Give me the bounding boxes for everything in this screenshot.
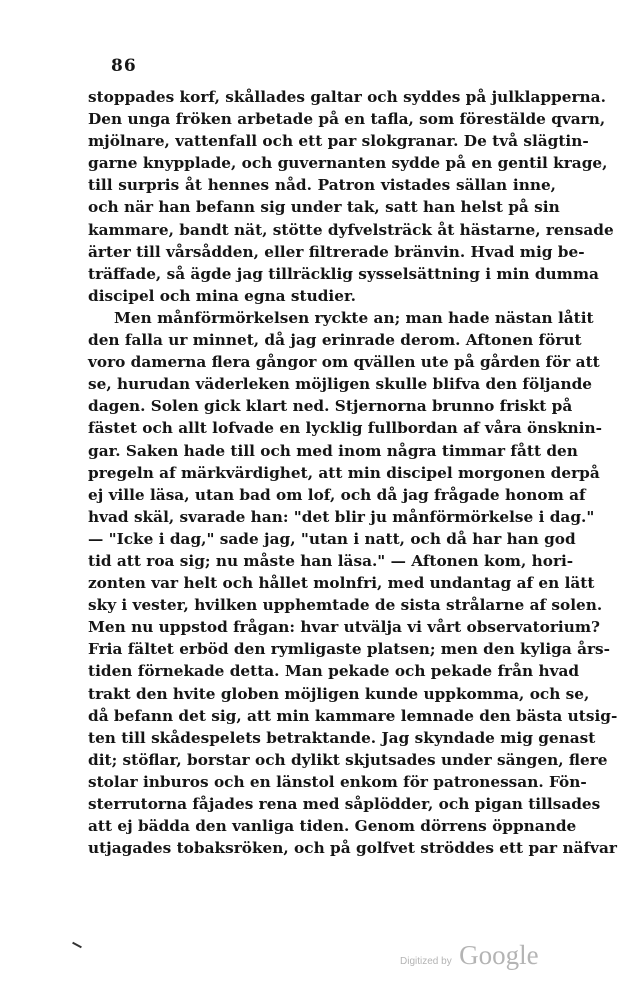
text-line: pregeln af märkvärdighet, att min discipel morgonen derpå (88, 463, 600, 482)
text-line: ej ville läsa, utan bad om lof, och då jag frågade honom af (88, 485, 586, 504)
text-line: ten till skådespelets betraktande. Jag skyndade mig genast (88, 728, 596, 747)
text-line: då befann det sig, att min kammare lemnade den bästa utsig- (88, 706, 618, 725)
text-line: trakt den hvite globen möjligen kunde uppkomma, och se, (88, 684, 590, 703)
text-line: ärter till vårsådden, eller filtrerade bränvin. Hvad mig be- (88, 242, 585, 261)
text-line: dit; stöflar, borstar och dylikt skjutsades under sängen, flere (88, 750, 608, 769)
text-line: den falla ur minnet, då jag erinrade derom. Aftonen förut (88, 331, 582, 350)
text-line: Fria fältet erböd den rymligaste platsen; men den kyliga års- (88, 640, 611, 659)
text-line: utjagades tobaksröken, och på golfvet ströddes ett par näfvar (88, 839, 617, 858)
paragraph-start-line: Men månförmörkelsen ryckte an; man hade nästan låtit (114, 308, 594, 327)
text-line: träffade, så ägde jag tillräcklig sysselsättning i min dumma (88, 264, 599, 283)
text-line: stolar inburos och en länstol enkom för patronessan. Fön- (88, 772, 587, 791)
text-line: se, hurudan väderleken möjligen skulle blifva den följande (88, 375, 593, 394)
body-text (88, 86, 618, 859)
google-logo: Google (459, 940, 539, 970)
text-line: tiden förnekade detta. Man pekade och pekade från hvad (88, 662, 580, 681)
text-line: voro damerna flera gångor om qvällen ute på gården för att (88, 353, 600, 372)
text-line: fästet och allt lofvade en lycklig fullbordan af våra önsknin- (88, 419, 602, 438)
text-line: dagen. Solen gick klart ned. Stjernorna brunno friskt på (88, 397, 573, 416)
text-line: stoppades korf, skållades galtar och syddes på julklapperna. (88, 88, 606, 106)
text-line: — "Icke i dag," sade jag, "utan i natt, och då har han god (88, 529, 576, 548)
text-line: att ej bädda den vanliga tiden. Genom dörrens öppnande (88, 817, 577, 836)
text-line: garne knypplade, och guvernanten sydde på en gentil krage, (88, 154, 608, 173)
text-line: till surpris åt hennes nåd. Patron vistades sällan inne, (88, 176, 556, 195)
text-line: mjölnare, vattenfall och ett par slokgranar. De två slägtin- (88, 132, 589, 151)
text-line: Men nu uppstod frågan: hvar utvälja vi vårt observatorium? (88, 618, 601, 637)
page-number: 86 (111, 56, 137, 76)
text-line: sterrutorna fåjades rena med såplödder, och pigan tillsades (88, 795, 601, 813)
digitized-by-text: Digitized by (400, 956, 452, 967)
ink-mark (72, 942, 82, 948)
text-line: sky i vester, hvilken upphemtade de sista strålarne af solen. (88, 596, 603, 615)
text-line: hvad skäl, svarade han: "det blir ju månförmörkelse i dag." (88, 507, 595, 526)
text-line: zonten var helt och hållet molnfri, med undantag af en lätt (88, 574, 595, 593)
text-line: kammare, bandt nät, stötte dyfvelsträck åt hästarne, rensade (88, 220, 614, 239)
text-line: Den unga fröken arbetade på en tafla, som förestälde qvarn, (88, 110, 606, 129)
text-line: och när han befann sig under tak, satt han helst på sin (88, 198, 560, 217)
text-line: gar. Saken hade till och med inom några timmar fått den (88, 441, 578, 460)
digitized-watermark (400, 940, 539, 971)
paragraph-end-line: discipel och mina egna studier. (88, 286, 356, 305)
text-line: tid att roa sig; nu måste han läsa." — Aftonen kom, hori- (88, 551, 574, 570)
